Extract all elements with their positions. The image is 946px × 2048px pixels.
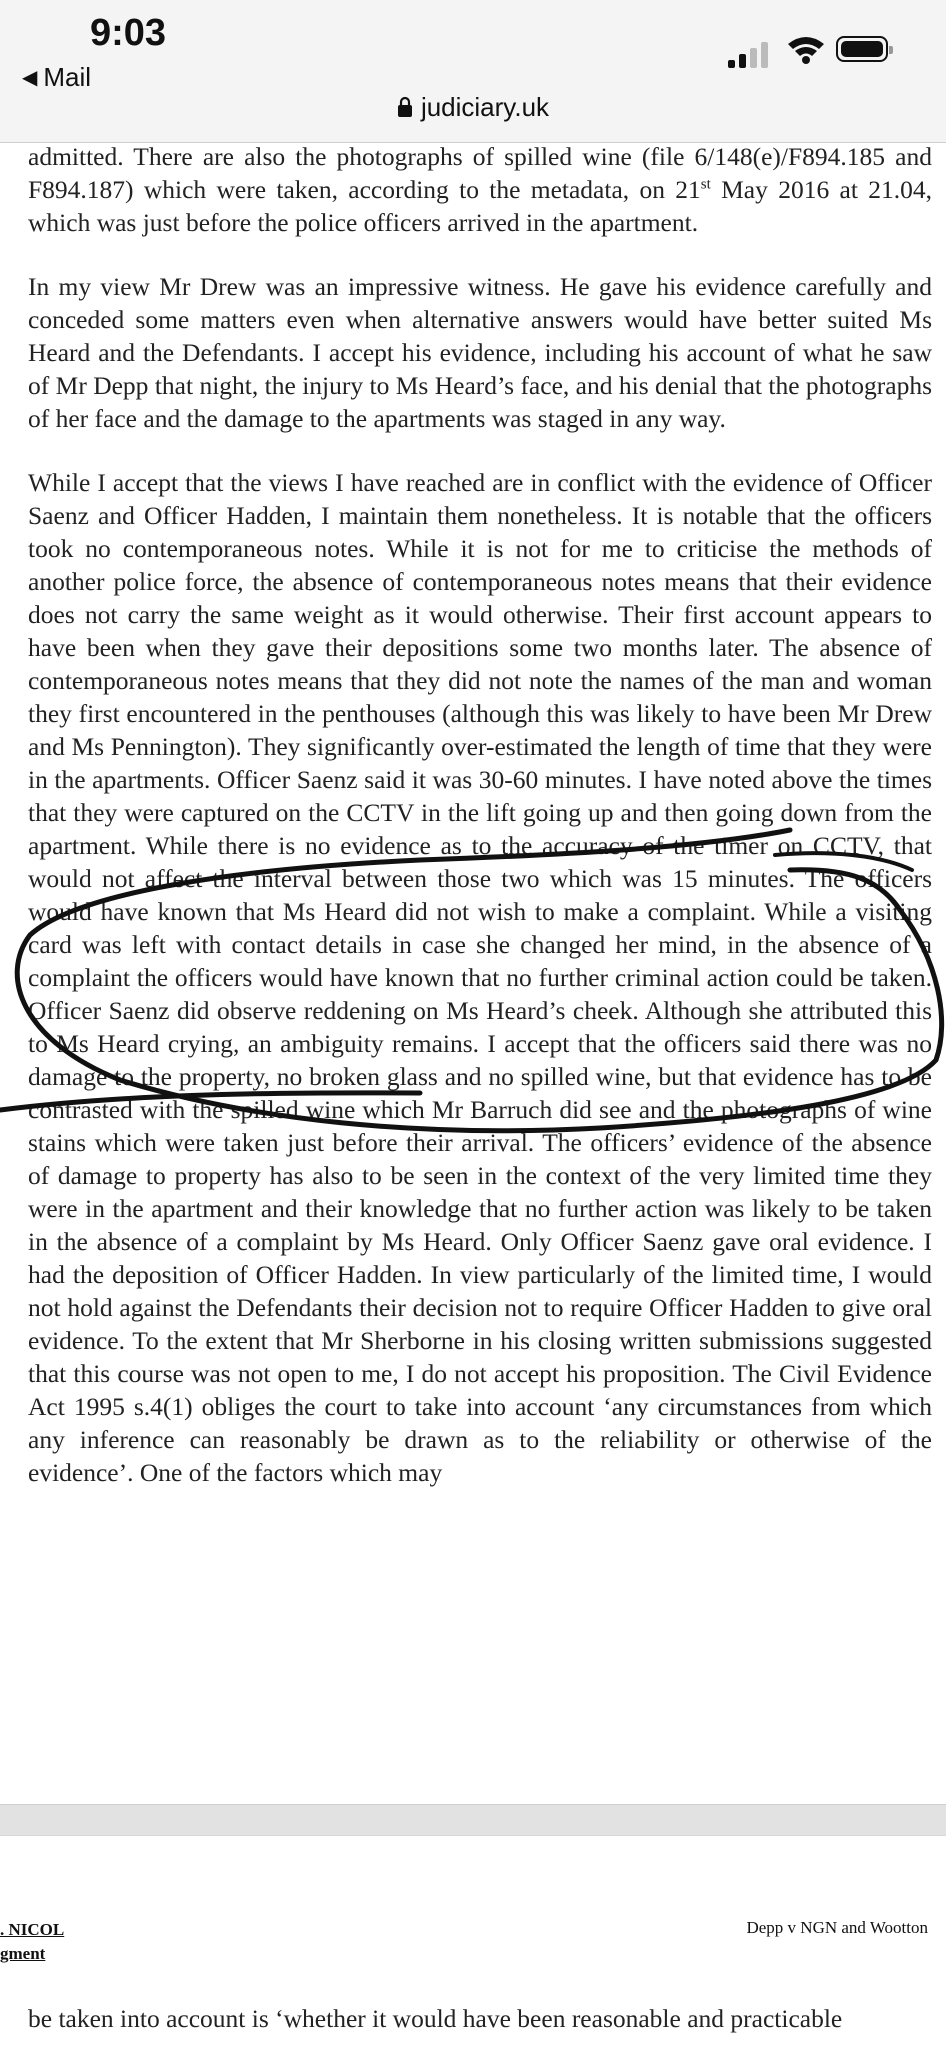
battery-icon <box>836 36 888 62</box>
browser-status-bar <box>0 0 946 143</box>
paragraph-2: In my view Mr Drew was an impressive witness. He gave his evidence carefully and conceded some matters even when alternative answers would have better suited Ms Heard and the Defendants. I accept his evidence, including his account of what he saw of Mr Depp that night, the injury to Ms Heard’s face, and his denial that the photographs of her face and the damage to the apartments was staged in any way. <box>28 272 932 433</box>
url-text: judiciary.uk <box>420 92 550 122</box>
wifi-icon <box>786 34 826 64</box>
address-bar[interactable] <box>0 92 946 123</box>
lock-icon <box>397 96 413 118</box>
footer-case-name: Depp v NGN and Wootton <box>746 1918 928 1937</box>
next-page-text: be taken into account is ‘whether it would have been reasonable and practicable <box>28 2004 843 2033</box>
clock-time: 9:03 <box>90 12 167 54</box>
footer-judge-name: . NICOL gment <box>0 1920 65 1963</box>
back-to-mail-button[interactable] <box>22 62 91 93</box>
back-label: Mail <box>43 62 92 92</box>
paragraph-1: admitted. There are also the photographs of spilled wine (file 6/148(e)/F894.185 and F894.187) which were taken, according to the metadata, on 21st May 2016 at 21.04, which was just before the police officers arrived in the apartment. <box>28 142 932 237</box>
signal-icon <box>728 40 768 68</box>
back-arrow-icon: ◀ <box>22 67 38 89</box>
paragraph-3: While I accept that the views I have reached are in conflict with the evidence of Officer Saenz and Officer Hadden, I maintain them nonetheless. It is notable that the officers took no contemporaneous notes. While it is not for me to criticise the methods of another police force, the absence of contemporaneous notes means that their evidence does not carry the same weight as it would otherwise. Their first account appears to have been when they gave their depositions some two months later. The absence of contemporaneous notes means that they did not note the names of the man and woman they first encountered in the penthouses (although this was likely to have been Mr Drew and Ms Pennington). They significantly over-estimated the length of time that they were in the apartments. Officer Saenz said it was 30-60 minutes. I have noted above the times that they were captured on the CCTV in the lift going up and then going down from the apartment. While there is no evidence as to the accuracy of the timer on CCTV, that would not affect the interval between those two which was 15 minutes. The officers would have known that Ms Heard did not wish to make a complaint. While a visiting card was left with contact details in case she changed her mind, in the absence of a complaint the officers would have known that no further criminal action could be taken. Officer Saenz did observe reddening on Ms Heard’s cheek. Although she attributed this to Ms Heard crying, an ambiguity remains. I accept that the officers said there was no damage to the property, no broken glass and no spilled wine, but that evidence has to be contrasted with the spilled wine which Mr Barruch did see and the photographs of wine stains which were taken just before their arrival. The officers’ evidence of the absence of damage to property has also to be seen in the context of the very limited time they were in the apartment and their knowledge that no further action was likely to be taken in the absence of a complaint by Ms Heard. Only Officer Saenz gave oral evidence. I had the deposition of Officer Hadden. In view particularly of the limited time, I would not hold against the Defendants their decision not to require Officer Hadden to give oral evidence. To the extent that Mr Sherborne in his closing written submissions suggested that this course was not open to me, I do not accept his proposition. The Civil Evidence Act 1995 s.4(1) obliges the court to take into account ‘any circumstances from which any inference can reasonably be drawn as to the reliability or otherwise of the evidence’. One of the factors which may <box>28 468 932 1487</box>
judgment-text <box>28 140 932 1520</box>
page-break-divider <box>0 1804 946 1836</box>
